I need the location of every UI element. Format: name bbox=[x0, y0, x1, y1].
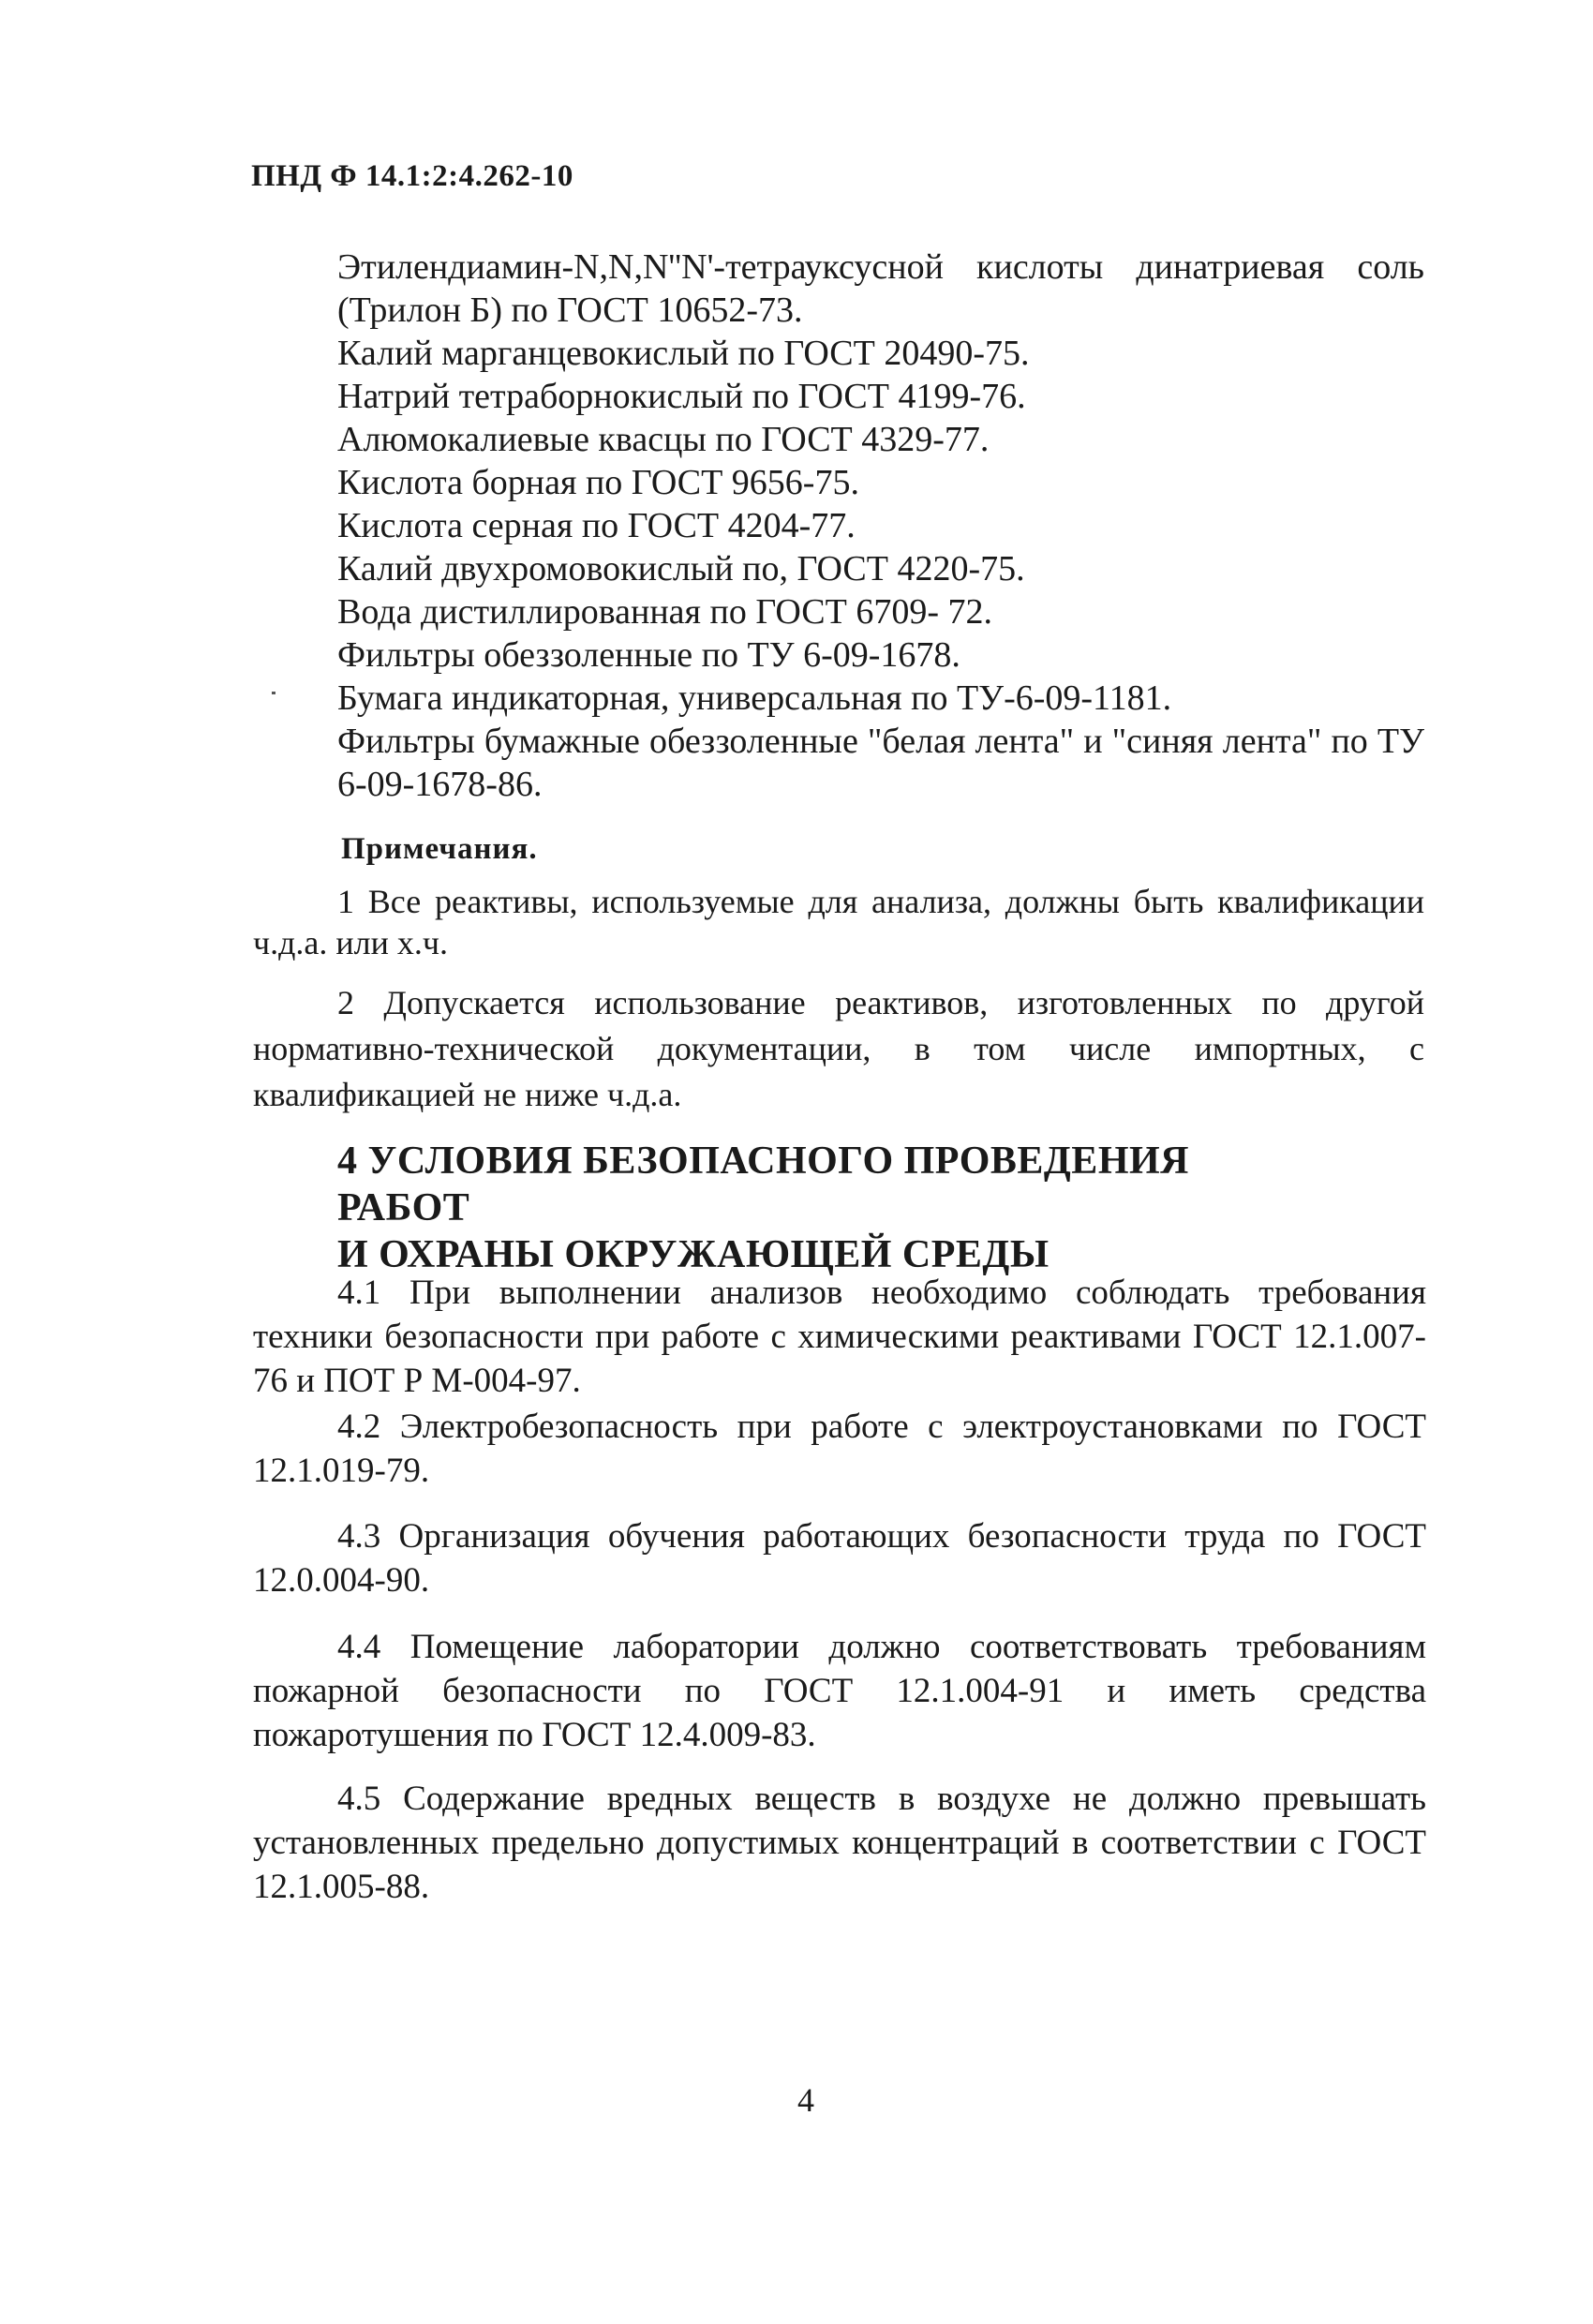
reagent-item: Фильтры бумажные обеззоленные "белая лента" и "синяя лента" по ТУ 6-09-1678-86. bbox=[337, 722, 1424, 804]
notes-title: Примечания. bbox=[341, 832, 538, 866]
page-number: 4 bbox=[797, 2081, 814, 2119]
reagents-list bbox=[337, 246, 1424, 806]
scan-speck bbox=[272, 692, 275, 694]
reagent-item: Фильтры обеззоленные по ТУ 6-09-1678. bbox=[337, 635, 960, 675]
reagent-item: Калий марганцевокислый по ГОСТ 20490-75. bbox=[337, 334, 1030, 373]
reagent-item: Бумага индикаторная, универсальная по ТУ-6-09-1181. bbox=[337, 678, 1172, 718]
paragraph-4-5: 4.5 Содержание вредных веществ в воздухе не должно превышать установленных предельно допустимых концентраций в соответствии с ГОСТ 12.1.005-88. bbox=[253, 1780, 1426, 1906]
reagent-item: Кислота серная по ГОСТ 4204-77. bbox=[337, 506, 856, 545]
reagent-item: Вода дистиллированная по ГОСТ 6709- 72. bbox=[337, 592, 992, 632]
paragraph-4-1: 4.1 При выполнении анализов необходимо соблюдать требования техники безопасности при работе с химическими реактивами ГОСТ 12.1.007-76 и ПОТ Р М-004-97. bbox=[253, 1274, 1426, 1400]
paragraph-4-3: 4.3 Организация обучения работающих безопасности труда по ГОСТ 12.0.004-90. bbox=[253, 1517, 1426, 1600]
section-heading-line: И ОХРАНЫ ОКРУЖАЮЩЕЙ СРЕДЫ bbox=[337, 1233, 1050, 1276]
reagent-item: Кислота борная по ГОСТ 9656-75. bbox=[337, 463, 859, 502]
reagent-item: Этилендиамин-N,N,N''N'-тетрауксусной кислоты динатриевая соль (Трилон Б) по ГОСТ 10652-73. bbox=[337, 247, 1424, 330]
paragraph-4-2: 4.2 Электробезопасность при работе с электроустановками по ГОСТ 12.1.019-79. bbox=[253, 1408, 1426, 1490]
reagent-item: Натрий тетраборнокислый по ГОСТ 4199-76. bbox=[337, 377, 1026, 416]
reagent-item: Калий двухромовокислый по, ГОСТ 4220-75. bbox=[337, 549, 1025, 588]
section-heading bbox=[337, 1138, 1274, 1278]
paragraph-4-4: 4.4 Помещение лаборатории должно соответствовать требованиям пожарной безопасности по ГОСТ 12.1.004-91 и иметь средства пожаротушения по ГОСТ 12.4.009-83. bbox=[253, 1628, 1426, 1754]
reagent-item: Алюмокалиевые квасцы по ГОСТ 4329-77. bbox=[337, 420, 990, 459]
section-heading-line: 4 УСЛОВИЯ БЕЗОПАСНОГО ПРОВЕДЕНИЯ РАБОТ bbox=[337, 1140, 1189, 1229]
note-item: 1 Все реактивы, используемые для анализа, должны быть квалификации ч.д.а. или х.ч. bbox=[253, 883, 1424, 961]
note-item: 2 Допускается использование реактивов, изготовленных по другой нормативно-технической документации, в том числе импортных, с квалификацией не ниже ч.д.а. bbox=[253, 984, 1424, 1113]
document-code: ПНД Ф 14.1:2:4.262-10 bbox=[251, 159, 573, 193]
